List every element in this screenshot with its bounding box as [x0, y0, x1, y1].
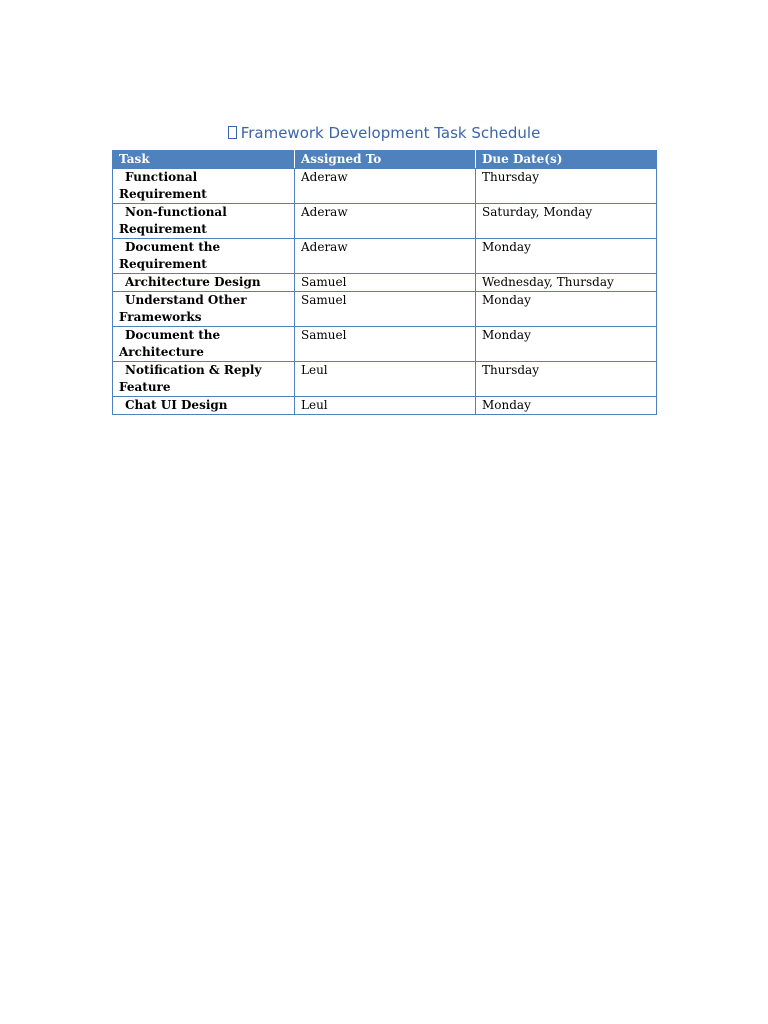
task-cell	[113, 362, 295, 397]
task-name: Architecture Design	[125, 275, 261, 289]
table-row	[113, 204, 657, 239]
table-row	[113, 239, 657, 274]
due-cell: Monday	[476, 239, 657, 274]
header-task: Task	[113, 151, 295, 169]
page-title	[112, 124, 656, 142]
assignee-cell: Aderaw	[295, 169, 476, 204]
task-cell	[113, 397, 295, 415]
table-row	[113, 362, 657, 397]
header-due-dates: Due Date(s)	[476, 151, 657, 169]
task-cell	[113, 327, 295, 362]
due-cell: Monday	[476, 292, 657, 327]
task-cell	[113, 204, 295, 239]
missing-glyph-icon	[228, 126, 237, 139]
assignee-cell: Samuel	[295, 327, 476, 362]
task-name: Document the Architecture	[119, 328, 221, 359]
due-cell: Monday	[476, 327, 657, 362]
task-name: Notification & Reply Feature	[119, 363, 262, 394]
task-name: Functional Requirement	[119, 170, 207, 201]
table-row	[113, 397, 657, 415]
assignee-cell: Aderaw	[295, 204, 476, 239]
assignee-cell: Samuel	[295, 274, 476, 292]
task-cell	[113, 274, 295, 292]
task-name: Non-functional Requirement	[119, 205, 227, 236]
table-header-row	[113, 151, 657, 169]
task-name: Understand Other Frameworks	[119, 293, 247, 324]
task-cell	[113, 292, 295, 327]
assignee-cell: Leul	[295, 362, 476, 397]
table-row	[113, 292, 657, 327]
task-name: Document the Requirement	[119, 240, 221, 271]
due-cell: Thursday	[476, 169, 657, 204]
assignee-cell: Samuel	[295, 292, 476, 327]
due-cell: Saturday, Monday	[476, 204, 657, 239]
task-cell	[113, 239, 295, 274]
task-name: Chat UI Design	[125, 398, 228, 412]
header-assigned-to: Assigned To	[295, 151, 476, 169]
task-cell	[113, 169, 295, 204]
assignee-cell: Aderaw	[295, 239, 476, 274]
title-text: Framework Development Task Schedule	[240, 124, 541, 142]
task-schedule-table	[112, 150, 657, 415]
due-cell: Monday	[476, 397, 657, 415]
assignee-cell: Leul	[295, 397, 476, 415]
table-row	[113, 169, 657, 204]
table-row	[113, 327, 657, 362]
table-row	[113, 274, 657, 292]
due-cell: Thursday	[476, 362, 657, 397]
due-cell: Wednesday, Thursday	[476, 274, 657, 292]
